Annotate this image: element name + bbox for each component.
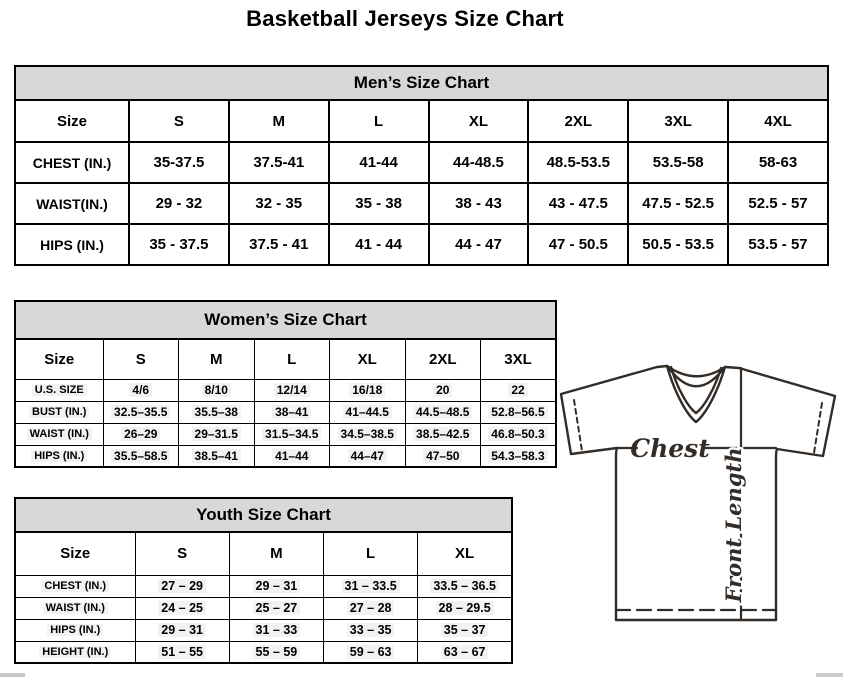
table-row [15, 597, 512, 619]
table-row [15, 183, 828, 224]
table-row [15, 423, 556, 445]
row-label: HIPS (IN.) [15, 445, 103, 467]
size-column-header: 4XL [728, 100, 828, 142]
youth-size-chart-section [14, 497, 513, 664]
table-row [15, 445, 556, 467]
horizontal-scrollbar-fragment-left[interactable] [0, 673, 25, 677]
size-column-header: XL [418, 532, 512, 575]
horizontal-scrollbar-fragment-right[interactable] [816, 673, 843, 677]
size-value-cell: 4/6 [103, 379, 179, 401]
size-column-header: L [324, 532, 418, 575]
size-corner-header: Size [15, 339, 103, 379]
size-value-cell: 41–44.5 [330, 401, 406, 423]
row-label: WAIST (IN.) [15, 597, 135, 619]
size-value-cell: 51 – 55 [135, 641, 229, 663]
size-column-header: S [103, 339, 179, 379]
size-value-cell: 33.5 – 36.5 [418, 575, 512, 597]
size-value-cell: 44-48.5 [429, 142, 529, 183]
size-value-cell: 26–29 [103, 423, 179, 445]
table-row [15, 401, 556, 423]
size-value-cell: 47 - 50.5 [528, 224, 628, 265]
row-label: CHEST (IN.) [15, 142, 129, 183]
size-value-cell: 32.5–35.5 [103, 401, 179, 423]
size-value-cell: 38 - 43 [429, 183, 529, 224]
size-column-header: 3XL [628, 100, 728, 142]
youth-size-table [14, 531, 513, 664]
row-label: U.S. SIZE [15, 379, 103, 401]
row-label: WAIST (IN.) [15, 423, 103, 445]
size-value-cell: 25 – 27 [229, 597, 323, 619]
womens-size-table [14, 338, 557, 468]
size-value-cell: 16/18 [330, 379, 406, 401]
size-column-header: XL [429, 100, 529, 142]
size-value-cell: 8/10 [179, 379, 255, 401]
size-value-cell: 31 – 33 [229, 619, 323, 641]
size-value-cell: 37.5-41 [229, 142, 329, 183]
cuff-dashed-right [814, 403, 822, 453]
size-value-cell: 55 – 59 [229, 641, 323, 663]
size-value-cell: 58-63 [728, 142, 828, 183]
size-value-cell: 35.5–38 [179, 401, 255, 423]
womens-size-chart-section [14, 300, 557, 468]
size-value-cell: 12/14 [254, 379, 330, 401]
size-value-cell: 41 - 44 [329, 224, 429, 265]
size-value-cell: 38.5–41 [179, 445, 255, 467]
size-column-header: L [329, 100, 429, 142]
mens-size-table [14, 99, 829, 266]
size-value-cell: 46.8–50.3 [481, 423, 557, 445]
size-value-cell: 29 – 31 [135, 619, 229, 641]
size-value-cell: 41-44 [329, 142, 429, 183]
size-column-header: M [179, 339, 255, 379]
row-label: HEIGHT (IN.) [15, 641, 135, 663]
size-value-cell: 31 – 33.5 [324, 575, 418, 597]
size-value-cell: 38.5–42.5 [405, 423, 481, 445]
size-value-cell: 22 [481, 379, 557, 401]
size-value-cell: 44–47 [330, 445, 406, 467]
size-value-cell: 32 - 35 [229, 183, 329, 224]
cuff-dashed-left [574, 400, 582, 451]
page-title: Basketball Jerseys Size Chart [246, 6, 564, 31]
size-value-cell: 44.5–48.5 [405, 401, 481, 423]
size-column-header: 2XL [528, 100, 628, 142]
size-value-cell: 35.5–58.5 [103, 445, 179, 467]
size-value-cell: 29 – 31 [229, 575, 323, 597]
row-label: BUST (IN.) [15, 401, 103, 423]
size-column-header: 2XL [405, 339, 481, 379]
size-value-cell: 31.5–34.5 [254, 423, 330, 445]
youth-chart-header: Youth Size Chart [14, 497, 513, 533]
chest-label: Chest [630, 434, 710, 463]
front-length-label: Front Length [721, 447, 746, 603]
size-value-cell: 54.3–58.3 [481, 445, 557, 467]
row-label: CHEST (IN.) [15, 575, 135, 597]
header-row [15, 532, 512, 575]
size-value-cell: 35 - 38 [329, 183, 429, 224]
table-row [15, 575, 512, 597]
table-row [15, 142, 828, 183]
size-value-cell: 35 – 37 [418, 619, 512, 641]
table-row [15, 224, 828, 265]
size-value-cell: 47.5 - 52.5 [628, 183, 728, 224]
header-row [15, 100, 828, 142]
row-label: WAIST(IN.) [15, 183, 129, 224]
size-value-cell: 44 - 47 [429, 224, 529, 265]
size-value-cell: 52.5 - 57 [728, 183, 828, 224]
header-row [15, 339, 556, 379]
size-value-cell: 28 – 29.5 [418, 597, 512, 619]
size-value-cell: 43 - 47.5 [528, 183, 628, 224]
size-value-cell: 53.5 - 57 [728, 224, 828, 265]
size-value-cell: 27 – 29 [135, 575, 229, 597]
size-value-cell: 34.5–38.5 [330, 423, 406, 445]
womens-chart-header: Women’s Size Chart [14, 300, 557, 340]
jersey-shoulder-right [725, 367, 739, 368]
size-value-cell: 29–31.5 [179, 423, 255, 445]
jersey-shoulder-left [657, 366, 667, 367]
size-value-cell: 50.5 - 53.5 [628, 224, 728, 265]
row-label: HIPS (IN.) [15, 224, 129, 265]
size-value-cell: 47–50 [405, 445, 481, 467]
size-value-cell: 48.5-53.5 [528, 142, 628, 183]
size-value-cell: 24 – 25 [135, 597, 229, 619]
size-value-cell: 20 [405, 379, 481, 401]
row-label: HIPS (IN.) [15, 619, 135, 641]
size-column-header: S [129, 100, 229, 142]
size-value-cell: 63 – 67 [418, 641, 512, 663]
size-value-cell: 38–41 [254, 401, 330, 423]
size-value-cell: 53.5-58 [628, 142, 728, 183]
size-value-cell: 37.5 - 41 [229, 224, 329, 265]
table-row [15, 379, 556, 401]
size-value-cell: 52.8–56.5 [481, 401, 557, 423]
size-value-cell: 29 - 32 [129, 183, 229, 224]
table-row [15, 641, 512, 663]
mens-size-chart-section [14, 65, 829, 266]
size-corner-header: Size [15, 100, 129, 142]
size-value-cell: 27 – 28 [324, 597, 418, 619]
size-column-header: M [229, 532, 323, 575]
size-column-header: S [135, 532, 229, 575]
size-column-header: XL [330, 339, 406, 379]
size-corner-header: Size [15, 532, 135, 575]
size-column-header: M [229, 100, 329, 142]
size-value-cell: 35-37.5 [129, 142, 229, 183]
size-value-cell: 33 – 35 [324, 619, 418, 641]
table-row [15, 619, 512, 641]
size-value-cell: 59 – 63 [324, 641, 418, 663]
mens-chart-header: Men’s Size Chart [14, 65, 829, 101]
size-column-header: L [254, 339, 330, 379]
size-column-header: 3XL [481, 339, 557, 379]
size-value-cell: 41–44 [254, 445, 330, 467]
jersey-measurement-diagram [557, 358, 841, 670]
size-value-cell: 35 - 37.5 [129, 224, 229, 265]
